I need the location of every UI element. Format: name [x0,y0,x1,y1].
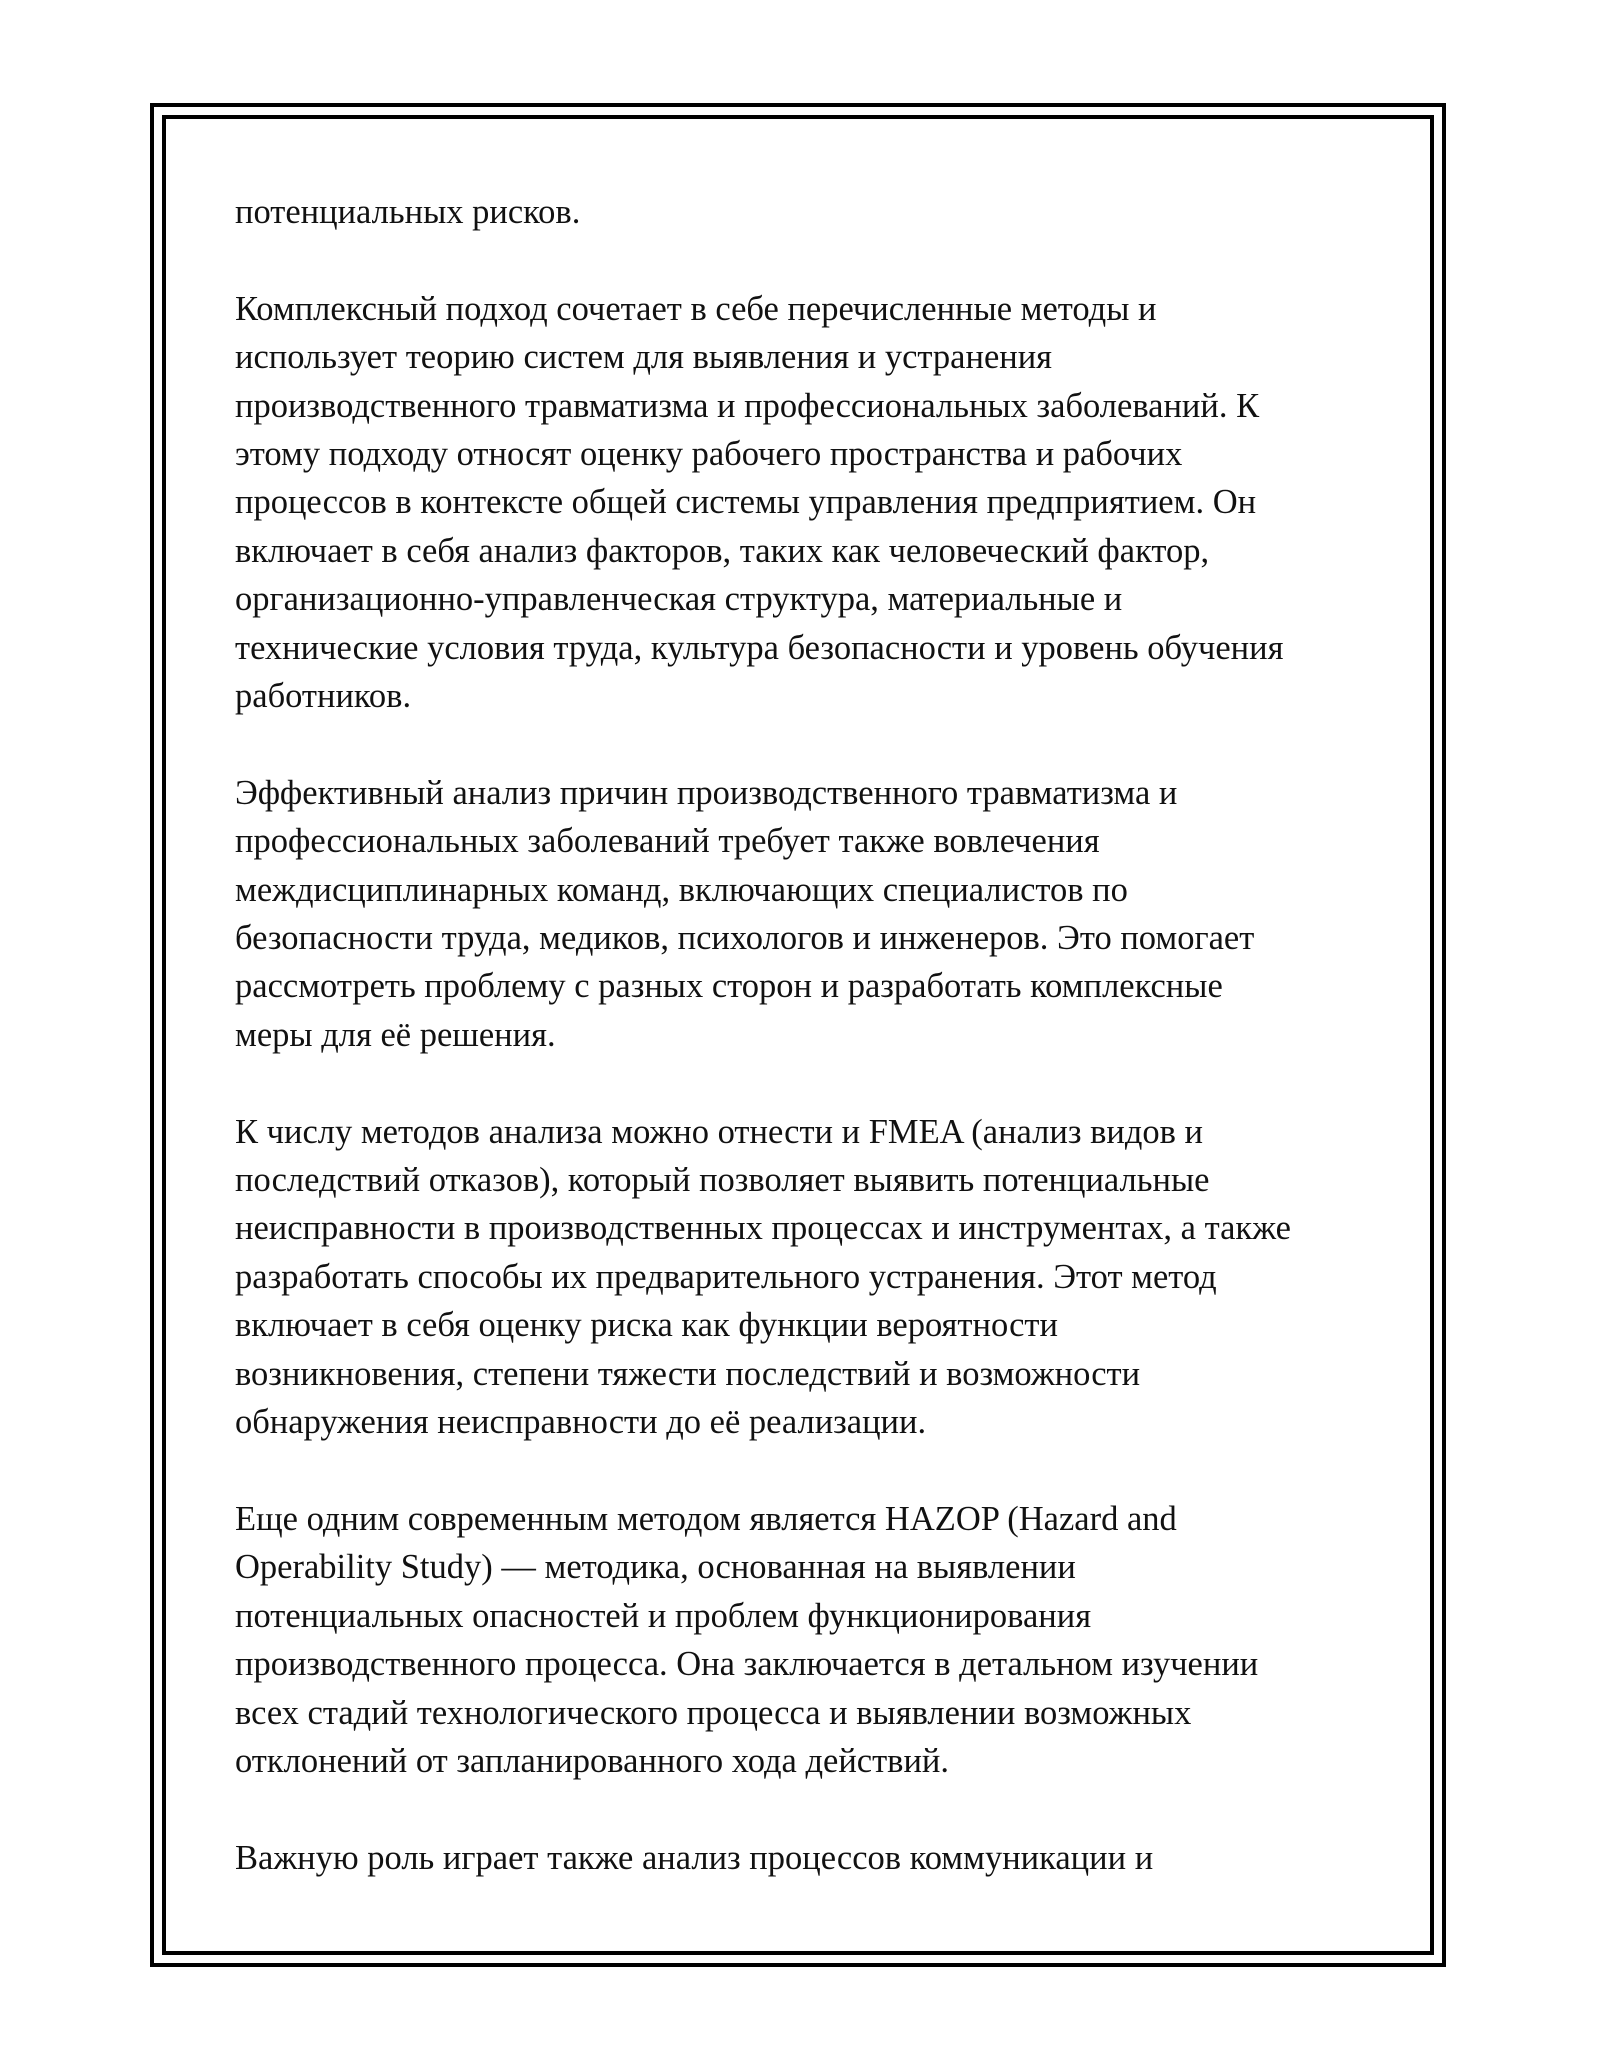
text-line: технические условия труда, культура безопасности и уровень обучения [235,628,1284,667]
text-line: процессов в контексте общей системы управления предприятием. Он [235,483,1257,522]
text-line: неисправности в производственных процессах и инструментах, а также [235,1209,1291,1248]
text-line: междисциплинарных команд, включающих специалистов по [235,870,1128,909]
text-line: этому подходу относят оценку рабочего пространства и рабочих [235,435,1183,474]
text-line: рассмотреть проблему с разных сторон и разработать комплексные [235,967,1223,1006]
paragraph-5 [235,1495,1370,1785]
text-line: использует теорию систем для выявления и устранения [235,338,1053,377]
text-line: разработать способы их предварительного устранения. Этот метод [235,1257,1217,1296]
paragraph-3 [235,769,1370,1059]
text-line: Еще одним современным методом является HAZOP (Hazard and [235,1499,1177,1538]
text-line: обнаружения неисправности до её реализации. [235,1403,927,1442]
text-line: включает в себя оценку риска как функции вероятности [235,1306,1058,1345]
text-line: безопасности труда, медиков, психологов и инженеров. Это помогает [235,919,1255,958]
text-line: К числу методов анализа можно отнести и FMEA (анализ видов и [235,1112,1204,1151]
text-line: отклонений от запланированного хода действий. [235,1741,950,1780]
text-line: производственного травматизма и профессиональных заболеваний. К [235,386,1260,425]
paragraph-6 [235,1834,1370,1882]
text-line: включает в себя анализ факторов, таких как человеческий фактор, [235,531,1210,570]
text-line: производственного процесса. Она заключается в детальном изучении [235,1645,1259,1684]
text-line: Комплексный подход сочетает в себе перечисленные методы и [235,289,1157,328]
text-line: потенциальных опасностей и проблем функционирования [235,1596,1092,1635]
document-body [235,188,1370,1931]
text-line: всех стадий технологического процесса и выявлении возможных [235,1693,1192,1732]
text-line: Эффективный анализ причин производственного травматизма и [235,773,1178,812]
text-line: организационно-управленческая структура, материальные и [235,580,1123,619]
paragraph-4 [235,1108,1370,1447]
text-line: возникновения, степени тяжести последствий и возможности [235,1354,1141,1393]
text-line: Operability Study) — методика, основанная на выявлении [235,1548,1076,1587]
text-line: работников. [235,677,412,716]
text-line: меры для её решения. [235,1015,556,1054]
text-line: профессиональных заболеваний требует также вовлечения [235,822,1100,861]
text-line: Важную роль играет также анализ процессов коммуникации и [235,1838,1154,1877]
paragraph-2 [235,285,1370,721]
paragraph-1 [235,188,1370,236]
text-line: последствий отказов), который позволяет выявить потенциальные [235,1161,1210,1200]
text-line: потенциальных рисков. [235,193,581,231]
